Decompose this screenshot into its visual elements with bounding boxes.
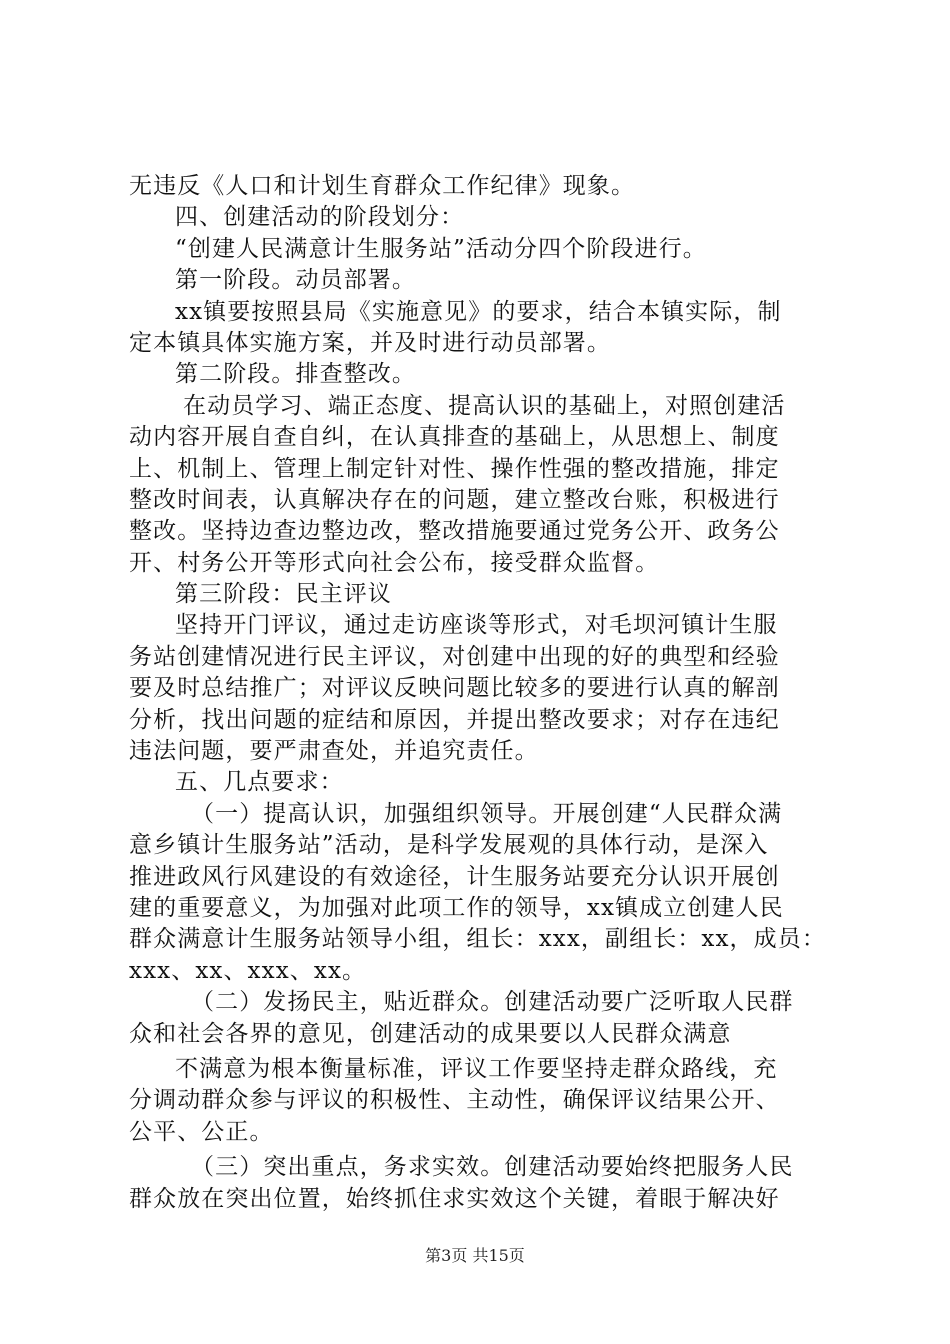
text-line: 开、村务公开等形式向社会公布，接受群众监督。 [129,549,660,576]
text-line: xxx、xx、xxx、xx。 [129,957,367,984]
text-line: （三）突出重点，务求实效。创建活动要始终把服务人民 [191,1154,794,1181]
text-line: 上、机制上、管理上制定针对性、操作性强的整改措施，排定 [129,455,780,482]
text-line: 要及时总结推广；对评议反映问题比较多的要进行认真的解剖 [129,675,780,702]
text-line: （二）发扬民主，贴近群众。创建活动要广泛听取人民群 [191,989,794,1016]
page-footer: 第3页 共15页 [425,1246,525,1265]
text-line: 分调动群众参与评议的积极性、主动性，确保评议结果公开、 [129,1087,780,1114]
text-line: 公平、公正。 [129,1118,274,1145]
text-line: 分析，找出问题的症结和原因，并提出整改要求；对存在违纪 [129,706,780,733]
text-line: 群众满意计生服务站领导小组，组长：xxx，副组长：xx，成员： [129,926,826,953]
text-line: 整改时间表，认真解决存在的问题，建立整改台账，积极进行 [129,486,780,513]
text-line: 推进政风行风建设的有效途径，计生服务站要充分认识开展创 [129,863,780,890]
text-line: 群众放在突出位置，始终抓住求实效这个关键，着眼于解决好 [129,1185,780,1212]
text-line: 第三阶段：民主评议 [175,581,392,608]
text-line: 定本镇具体实施方案，并及时进行动员部署。 [129,329,611,356]
text-line: 第二阶段。排查整改。 [175,361,416,388]
text-line: 坚持开门评议，通过走访座谈等形式，对毛坝河镇计生服 [175,612,778,639]
text-line: 第一阶段。动员部署。 [175,267,416,294]
text-line: 意乡镇计生服务站”活动，是科学发展观的具体行动，是深入 [129,832,769,859]
text-line: 在动员学习、端正态度、提高认识的基础上，对照创建活 [183,392,786,419]
document-body [129,171,829,1215]
text-line: 动内容开展自查自纠，在认真排查的基础上，从思想上、制度 [129,424,780,451]
text-line: 无违反《人口和计划生育群众工作纪律》现象。 [129,173,636,199]
text-line: 不满意为根本衡量标准，评议工作要坚持走群众路线，充 [175,1055,778,1082]
text-line: 五、几点要求： [175,769,344,796]
text-line: “创建人民满意计生服务站”活动分四个阶段进行。 [175,235,707,262]
text-line: 众和社会各界的意见，创建活动的成果要以人民群众满意 [129,1020,732,1047]
text-line: xx镇要按照县局《实施意见》的要求，结合本镇实际，制 [175,298,782,325]
text-line: 违法问题，要严肃查处，并追究责任。 [129,738,539,765]
text-line: 四、创建活动的阶段划分： [175,204,465,231]
text-line: （一）提高认识，加强组织领导。开展创建“人民群众满 [191,800,783,827]
text-line: 建的重要意义，为加强对此项工作的领导，xx镇成立创建人民 [129,894,784,921]
text-line: 整改。坚持边查边整边改，整改措施要通过党务公开、政务公 [129,518,780,545]
text-line: 务站创建情况进行民主评议，对创建中出现的好的典型和经验 [129,643,780,670]
